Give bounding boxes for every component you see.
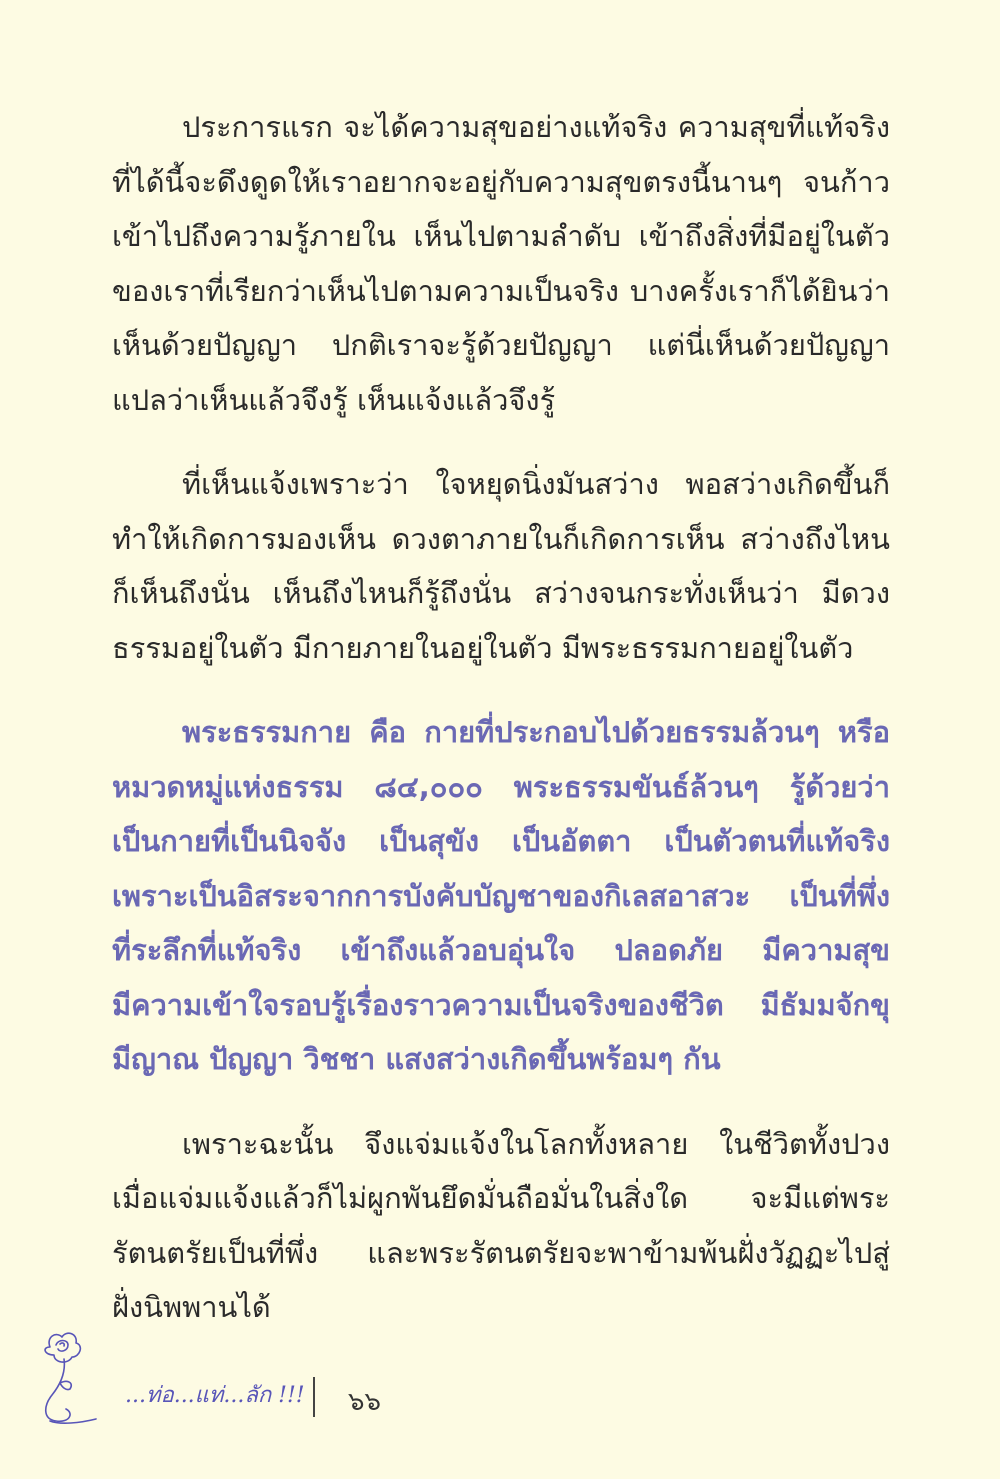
highlighted-paragraph [112, 705, 890, 1087]
text-line: ก็เห็นถึงนั่น เห็นถึงไหนก็รู้ถึงนั่น สว่างจนกระทั่งเห็นว่า มีดวง [112, 576, 890, 610]
text-line: ที่ได้นี้จะดึงดูดให้เราอยากจะอยู่กับความสุขตรงนี้นานๆ จนก้าว [112, 164, 890, 199]
rose-icon [30, 1325, 130, 1435]
footer-divider [313, 1377, 315, 1417]
text-line: มีญาณ ปัญญา วิชชา แสงสว่างเกิดขึ้นพร้อมๆ กัน [112, 1042, 721, 1076]
signature: ...ท่อ...แท่...ลัก !!! [125, 1383, 305, 1408]
text-line: เพราะฉะนั้น จึงแจ่มแจ้งในโลกทั้งหลาย ในชีวิตทั้งปวง [182, 1126, 890, 1161]
text-line: เข้าไปถึงความรู้ภายใน เห็นไปตามลำดับ เข้าถึงสิ่งที่มีอยู่ในตัว [112, 219, 890, 253]
paragraph-4 [112, 1117, 890, 1335]
text-line: เมื่อแจ่มแจ้งแล้วก็ไม่ผูกพันยึดมั่นถือมั่นในสิ่งใด จะมีแต่พระ [112, 1181, 890, 1215]
text-line: เห็นด้วยปัญญา ปกติเราจะรู้ด้วยปัญญา แต่นี่เห็นด้วยปัญญา [112, 328, 890, 362]
text-line: ฝั่งนิพพานได้ [112, 1290, 271, 1324]
text-line: ที่ระลึกที่แท้จริง เข้าถึงแล้วอบอุ่นใจ ปลอดภัย มีความสุข [112, 933, 890, 967]
text-line: หมวดหมู่แห่งธรรม ๘๔,๐๐๐ พระธรรมขันธ์ล้วนๆ รู้ด้วยว่า [112, 769, 890, 804]
text-line: มีความเข้าใจรอบรู้เรื่องราวความเป็นจริงของชีวิต มีธัมมจักขุ [112, 987, 890, 1022]
text-line: ประการแรก จะได้ความสุขอย่างแท้จริง ความสุขที่แท้จริง [182, 110, 890, 144]
text-line: พระธรรมกาย คือ กายที่ประกอบไปด้วยธรรมล้วนๆ หรือ [182, 715, 890, 749]
page-footer [30, 1325, 430, 1435]
text-line: เป็นกายที่เป็นนิจจัง เป็นสุขัง เป็นอัตตา เป็นตัวตนที่แท้จริง [112, 824, 890, 858]
text-line: ทำให้เกิดการมองเห็น ดวงตาภายในก็เกิดการเห็น สว่างถึงไหน [112, 521, 890, 556]
page-number: ๖๖ [348, 1387, 382, 1417]
text-line: เพราะเป็นอิสระจากการบังคับบัญชาของกิเลสอาสวะ เป็นที่พึ่ง [112, 878, 890, 913]
paragraph-2 [112, 457, 890, 675]
text-line: ที่เห็นแจ้งเพราะว่า ใจหยุดนิ่งมันสว่าง พอสว่างเกิดขึ้นก็ [182, 467, 890, 501]
text-line: แปลว่าเห็นแล้วจึงรู้ เห็นแจ้งแล้วจึงรู้ [112, 382, 556, 417]
page-body [112, 100, 890, 1365]
text-line: ของเราที่เรียกว่าเห็นไปตามความเป็นจริง บางครั้งเราก็ได้ยินว่า [112, 273, 890, 308]
text-line: รัตนตรัยเป็นที่พึ่ง และพระรัตนตรัยจะพาข้ามพ้นฝั่งวัฏฏะไปสู่ [112, 1235, 890, 1270]
paragraph-1 [112, 100, 890, 427]
text-line: ธรรมอยู่ในตัว มีกายภายในอยู่ในตัว มีพระธรรมกายอยู่ในตัว [112, 630, 854, 665]
